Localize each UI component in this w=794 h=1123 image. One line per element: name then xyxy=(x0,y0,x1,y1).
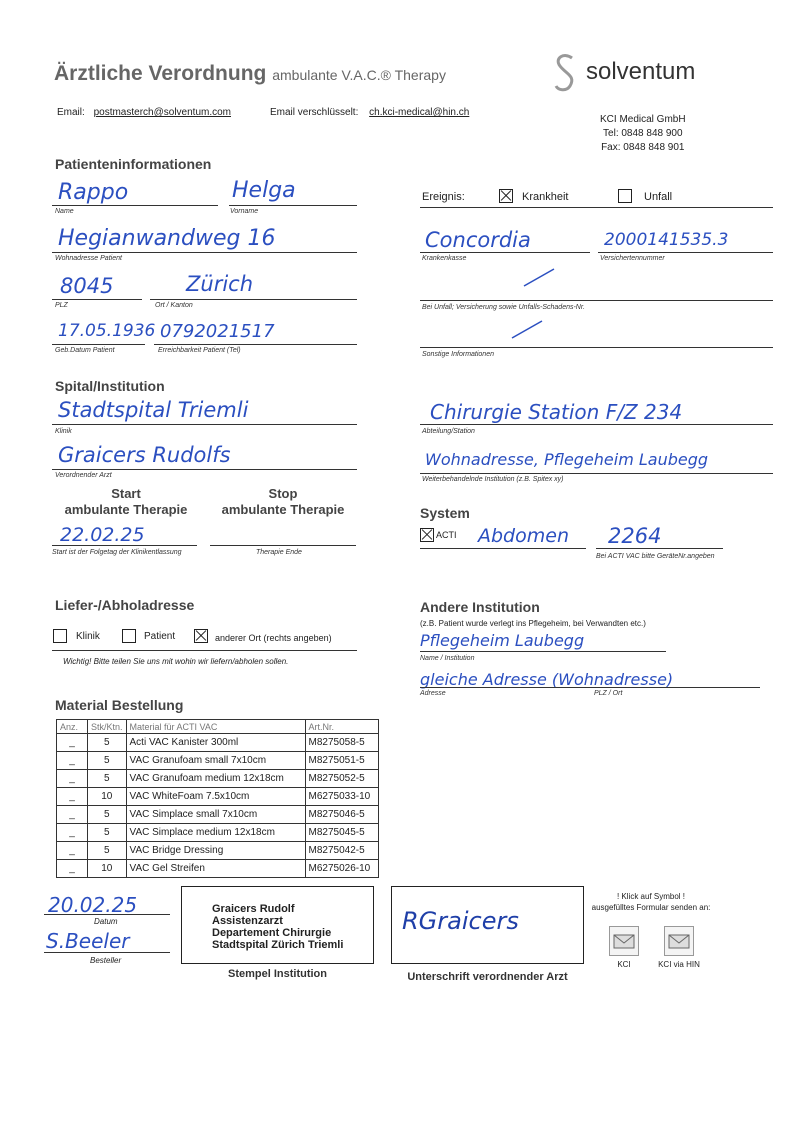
start-date-value[interactable]: 22.02.25 xyxy=(60,524,145,546)
title-main: Ärztliche Verordnung xyxy=(54,62,267,85)
row-material: VAC Gel Streifen xyxy=(126,860,305,878)
liefer-klinik-checkbox[interactable] xyxy=(53,629,67,643)
company-tel: Tel: 0848 848 900 xyxy=(603,128,683,139)
andere-name-value[interactable]: Pflegeheim Laubegg xyxy=(420,631,585,650)
unfall-checkbox[interactable] xyxy=(618,189,632,203)
liefer-warning: Wichtig! Bitte teilen Sie uns mit wohin wir liefern/abholen sollen. xyxy=(63,657,289,666)
besteller-value[interactable]: S.Beeler xyxy=(46,929,130,953)
unfall-strike-mark xyxy=(522,266,556,290)
email-enc-link[interactable]: ch.kci-medical@hin.ch xyxy=(369,107,470,118)
patient-vorname-value[interactable]: Helga xyxy=(232,178,296,203)
abteilung-value[interactable]: Chirurgie Station F/Z 234 xyxy=(430,400,683,424)
row-stk: 10 xyxy=(88,788,127,806)
patient-plz-label: PLZ xyxy=(55,302,68,309)
email-enc-label: Email verschlüsselt: xyxy=(270,107,359,118)
row-artnr: M8275046-5 xyxy=(305,806,378,824)
unfall-info-label: Bei Unfall; Versicherung sowie Unfalls-Schadens-Nr. xyxy=(422,304,585,311)
solventum-s-icon xyxy=(552,52,578,94)
table-row xyxy=(57,842,379,860)
company-name: KCI Medical GmbH xyxy=(600,114,686,125)
patient-plz-value[interactable]: 8045 xyxy=(60,274,114,298)
unfall-label: Unfall xyxy=(644,191,673,203)
acti-checkbox[interactable] xyxy=(420,528,434,542)
row-stk: 5 xyxy=(88,824,127,842)
company-info xyxy=(600,113,686,155)
liefer-anderer-checkbox[interactable] xyxy=(194,629,208,643)
start-heading xyxy=(55,486,197,518)
andere-adresse-value[interactable]: gleiche Adresse (Wohnadresse) xyxy=(420,670,674,689)
row-stk: 5 xyxy=(88,752,127,770)
patient-dob-value[interactable]: 17.05.1936 xyxy=(58,321,156,341)
row-anz[interactable]: _ xyxy=(57,842,88,860)
spital-heading: Spital/Institution xyxy=(55,378,165,394)
device-number-value[interactable]: 2264 xyxy=(608,524,662,548)
krankenkasse-label: Krankenkasse xyxy=(422,255,467,262)
email-row xyxy=(57,107,231,118)
patient-address-label: Wohnadresse Patient xyxy=(55,255,122,262)
row-material: VAC Bridge Dressing xyxy=(126,842,305,860)
liefer-patient-checkbox[interactable] xyxy=(122,629,136,643)
table-row xyxy=(57,824,379,842)
row-artnr: M8275051-5 xyxy=(305,752,378,770)
email-label: Email: xyxy=(57,107,85,118)
device-number-label: Bei ACTI VAC bitte GeräteNr.angeben xyxy=(596,553,715,560)
klinik-label: Klinik xyxy=(55,428,72,435)
row-artnr: M8275042-5 xyxy=(305,842,378,860)
row-anz[interactable]: _ xyxy=(57,824,88,842)
sonstige-strike-mark xyxy=(510,318,544,342)
patient-heading: Patienteninformationen xyxy=(55,156,212,172)
patient-ort-label: Ort / Kanton xyxy=(155,302,193,309)
start-heading-2: ambulante Therapie xyxy=(64,502,188,517)
institution-stamp xyxy=(212,903,343,951)
row-material: VAC WhiteFoam 7.5x10cm xyxy=(126,788,305,806)
page-title xyxy=(54,62,446,86)
weiter-value[interactable]: Wohnadresse, Pflegeheim Laubegg xyxy=(425,450,709,469)
send-instructions xyxy=(586,891,716,913)
patient-name-value[interactable]: Rappo xyxy=(58,180,129,205)
row-stk: 5 xyxy=(88,734,127,752)
patient-ort-value[interactable]: Zürich xyxy=(186,272,254,296)
email-enc-row xyxy=(270,107,469,118)
start-date-label: Start ist der Folgetag der Klinikentlassung xyxy=(52,549,182,556)
row-artnr: M8275058-5 xyxy=(305,734,378,752)
envelope-icon xyxy=(665,927,693,955)
kci-label: KCI xyxy=(617,960,631,969)
table-row xyxy=(57,788,379,806)
system-heading: System xyxy=(420,505,470,521)
company-fax: Fax: 0848 848 901 xyxy=(601,142,685,153)
andere-plzort-label: PLZ / Ort xyxy=(594,690,623,697)
end-date-label: Therapie Ende xyxy=(256,549,302,556)
row-stk: 10 xyxy=(88,860,127,878)
kci-mail-button[interactable] xyxy=(609,926,639,956)
col-material: Material für ACTI VAC xyxy=(126,720,305,734)
row-material: VAC Granufoam small 7x10cm xyxy=(126,752,305,770)
event-label: Ereignis: xyxy=(422,191,465,203)
patient-vorname-label: Vorname xyxy=(230,208,259,215)
row-anz[interactable]: _ xyxy=(57,734,88,752)
patient-dob-label: Geb.Datum Patient xyxy=(55,347,115,354)
table-row xyxy=(57,860,379,878)
stamp-line: Stadtspital Zürich Triemli xyxy=(212,939,344,951)
row-artnr: M8275052-5 xyxy=(305,770,378,788)
table-row xyxy=(57,752,379,770)
abteilung-label: Abteilung/Station xyxy=(422,428,475,435)
stop-heading-2: ambulante Therapie xyxy=(221,502,345,517)
stamp-box[interactable] xyxy=(181,886,374,964)
acti-label: ACTI xyxy=(436,530,457,540)
table-row xyxy=(57,806,379,824)
krankheit-label: Krankheit xyxy=(522,191,569,203)
row-material: VAC Simplace small 7x10cm xyxy=(126,806,305,824)
send-line-1: ! Klick auf Symbol ! xyxy=(616,892,686,901)
stamp-label: Stempel Institution xyxy=(228,968,327,980)
row-anz[interactable]: _ xyxy=(57,806,88,824)
send-line-2: ausgefülltes Formular senden an: xyxy=(591,903,711,912)
liefer-anderer-label xyxy=(215,633,332,643)
col-anz: Anz. xyxy=(57,720,88,734)
stamp-line: Departement Chirurgie xyxy=(212,927,332,939)
envelope-icon xyxy=(610,927,638,955)
col-artnr: Art.Nr. xyxy=(305,720,378,734)
sonstige-label: Sonstige Informationen xyxy=(422,351,494,358)
signature-label: Unterschrift verordnender Arzt xyxy=(407,971,568,983)
andere-adresse-label: Adresse xyxy=(420,690,446,697)
title-sub: ambulante V.A.C.® Therapy xyxy=(272,67,446,83)
system-location-value[interactable]: Abdomen xyxy=(478,525,569,547)
material-header-row xyxy=(57,720,379,734)
start-heading-1: Start xyxy=(111,486,141,501)
patient-name-label: Name xyxy=(55,208,74,215)
patient-phone-value[interactable]: 0792021517 xyxy=(160,321,275,342)
row-artnr: M8275045-5 xyxy=(305,824,378,842)
liefer-patient-label: Patient xyxy=(144,631,176,642)
stamp-line: Graicers Rudolf xyxy=(212,903,295,915)
stop-heading-1: Stop xyxy=(268,486,298,501)
besteller-label: Besteller xyxy=(90,956,122,965)
andere-name-label: Name / Institution xyxy=(420,655,475,662)
liefer-klinik-label: Klinik xyxy=(76,631,100,642)
brand-name: solventum xyxy=(586,58,696,85)
order-date-label: Datum xyxy=(94,917,118,926)
col-stk: Stk/Ktn. xyxy=(88,720,127,734)
row-anz[interactable]: _ xyxy=(57,770,88,788)
kci-hin-mail-button[interactable] xyxy=(664,926,694,956)
row-stk: 5 xyxy=(88,842,127,860)
signature-box[interactable] xyxy=(391,886,584,964)
doctor-signature: RGraicers xyxy=(402,907,519,935)
row-artnr: M6275033-10 xyxy=(305,788,378,806)
row-material: VAC Granufoam medium 12x18cm xyxy=(126,770,305,788)
patient-phone-label: Erreichbarkeit Patient (Tel) xyxy=(158,347,241,354)
krankheit-checkbox[interactable] xyxy=(499,189,513,203)
table-row xyxy=(57,770,379,788)
liefer-heading: Liefer-/Abholadresse xyxy=(55,597,195,613)
table-row xyxy=(57,734,379,752)
arzt-value[interactable]: Graicers Rudolfs xyxy=(58,443,231,467)
kci-hin-label: KCI via HIN xyxy=(658,960,700,969)
row-anz[interactable]: _ xyxy=(57,788,88,806)
material-table xyxy=(56,719,379,878)
row-material: VAC Simplace medium 12x18cm xyxy=(126,824,305,842)
row-stk: 5 xyxy=(88,770,127,788)
versnr-value[interactable]: 2000141535.3 xyxy=(604,230,729,250)
material-heading: Material Bestellung xyxy=(55,697,184,713)
row-anz[interactable]: _ xyxy=(57,860,88,878)
andere-heading: Andere Institution xyxy=(420,599,540,615)
anderer-ort-note: (rechts angeben) xyxy=(263,633,332,643)
patient-address-value[interactable]: Hegianwandweg 16 xyxy=(58,226,276,251)
email-link[interactable]: postmasterch@solventum.com xyxy=(93,107,231,118)
row-artnr: M6275026-10 xyxy=(305,860,378,878)
weiter-label: Weiterbehandelnde Institution (z.B. Spitex xy) xyxy=(422,476,564,483)
andere-note: (z.B. Patient wurde verlegt ins Pflegeheim, bei Verwandten etc.) xyxy=(420,619,646,628)
versnr-label: Versichertennummer xyxy=(600,255,665,262)
krankenkasse-value[interactable]: Concordia xyxy=(425,228,531,252)
stamp-line: Assistenzarzt xyxy=(212,915,283,927)
arzt-label: Verordnender Arzt xyxy=(55,472,112,479)
stop-heading xyxy=(210,486,356,518)
order-date-value[interactable]: 20.02.25 xyxy=(48,893,138,917)
klinik-value[interactable]: Stadtspital Triemli xyxy=(58,398,249,422)
row-material: Acti VAC Kanister 300ml xyxy=(126,734,305,752)
row-anz[interactable]: _ xyxy=(57,752,88,770)
anderer-ort-text: anderer Ort xyxy=(215,633,262,643)
row-stk: 5 xyxy=(88,806,127,824)
